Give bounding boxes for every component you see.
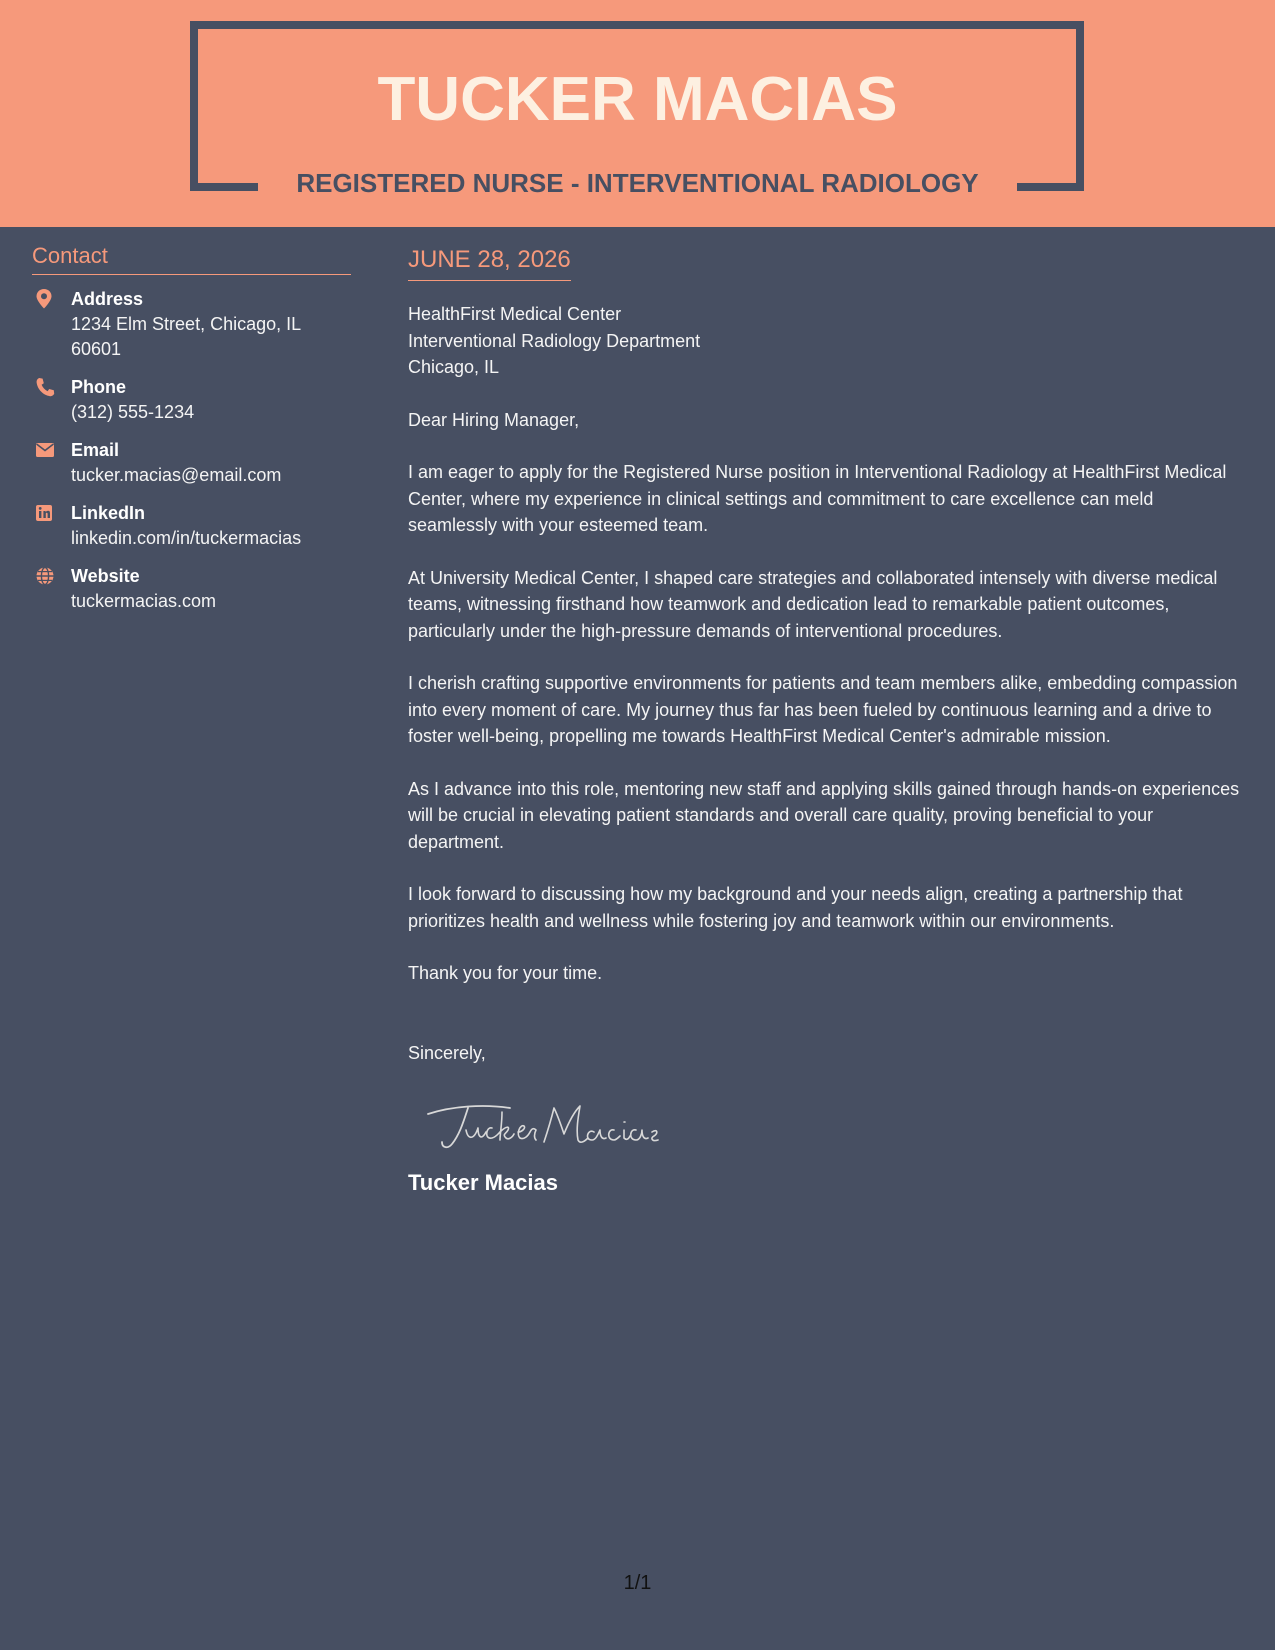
address-value: 1234 Elm Street, Chicago, IL 60601 [71,314,301,359]
globe-icon [35,565,53,587]
letter-date: JUNE 28, 2026 [408,244,571,281]
letter-paragraph: I cherish crafting supportive environments for patients and team members alike, embedding compassion into every moment of care. My journey thus far has been fueled by continuous learning and a drive to foster well-being, propelling me towards HealthFirst Medical Center's admirable mission. [408,673,1238,746]
signer-name: Tucker Macias [408,1170,559,1195]
contact-label: Phone [71,377,127,397]
phone-icon [35,376,53,398]
applicant-name: TUCKER MACIAS [377,65,898,134]
linkedin-value: linkedin.com/in/tuckermacias [71,528,302,548]
recipient-line: Interventional Radiology Department [408,330,701,351]
recipient-line: Chicago, IL [408,357,500,377]
letter-paragraph: I look forward to discussing how my background and your needs align, creating a partnership that prioritizes health and wellness while fostering joy and teamwork within our environments. [408,884,1183,931]
map-pin-icon [35,288,53,310]
header-banner [0,0,1275,227]
letter-paragraph: As I advance into this role, mentoring new staff and applying skills gained through hands-on experiences will be crucial in elevating patient standards and overall care quality, proving beneficial to your department. [408,778,1240,852]
contact-item-phone [32,375,351,425]
contact-label: LinkedIn [71,503,146,523]
contact-list [32,287,351,614]
contact-item-website [32,564,351,614]
job-title: REGISTERED NURSE - INTERVENTIONAL RADIOLOGY [296,168,979,198]
contact-item-linkedin [32,501,351,551]
contact-item-address [32,287,351,362]
closing: Sincerely, [408,1042,486,1063]
handwritten-signature [422,1094,1240,1154]
contact-heading: Contact [32,240,351,275]
contact-label: Address [71,289,144,309]
letter-body [408,244,1240,1198]
linkedin-icon [35,502,53,524]
website-value: tuckermacias.com [71,591,217,611]
letter-paragraph: At University Medical Center, I shaped care strategies and collaborated intensely with diverse medical teams, witnessing firsthand how teamwork and dedication lead to remarkable patient outcomes, particularly under the high-pressure demands of interventional procedures. [408,567,1218,641]
email-value: tucker.macias@email.com [71,465,282,485]
contact-label: Email [71,440,120,460]
page-number: 1/1 [623,1572,652,1594]
salutation: Dear Hiring Manager, [408,409,580,430]
letter-paragraph: Thank you for your time. [408,963,603,983]
recipient-line: HealthFirst Medical Center [408,304,622,324]
envelope-icon [35,439,53,461]
recipient-block [408,301,1240,381]
contact-item-email [32,438,351,488]
frame-top-border [190,21,1084,29]
phone-value: (312) 555-1234 [71,402,195,422]
letter-paragraph: I am eager to apply for the Registered Nurse position in Interventional Radiology at HealthFirst Medical Center, where my experience in clinical settings and commitment to care excellence can meld seamlessly with your esteemed team. [408,462,1227,535]
contact-label: Website [71,566,140,586]
contact-sidebar [32,240,351,627]
